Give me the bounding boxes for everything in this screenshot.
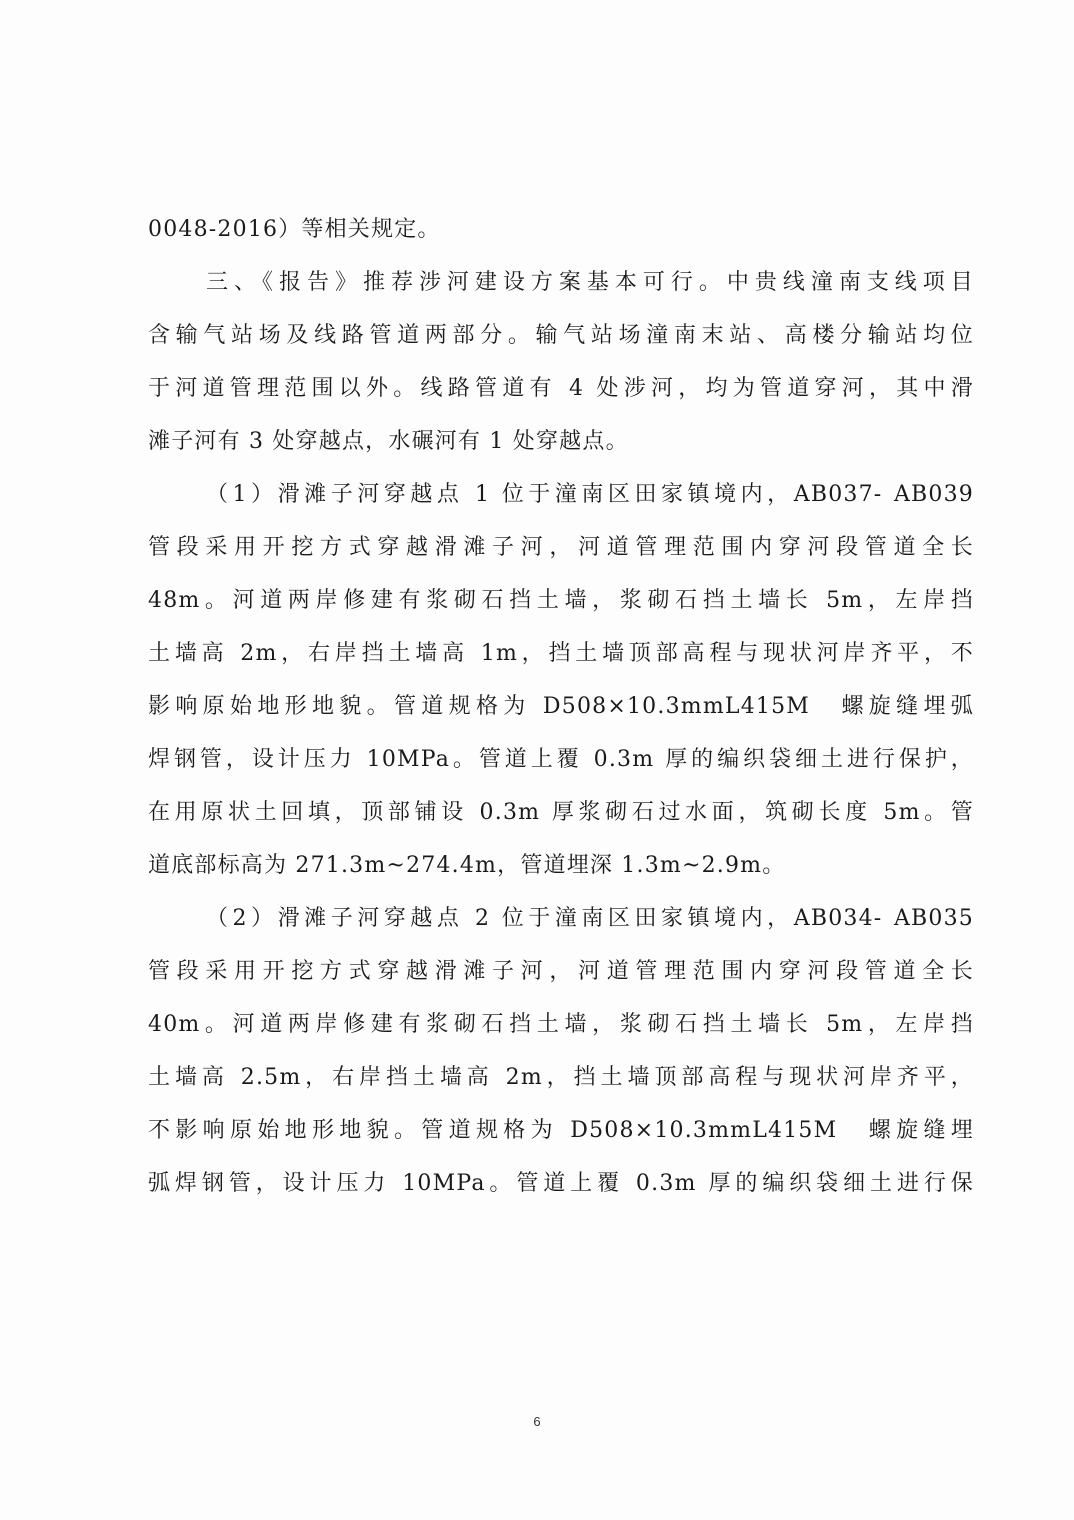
text-line: 48m。河道两岸修建有浆砌石挡土墙，浆砌石挡土墙长 5m，左岸挡 [148, 588, 974, 613]
text-line: （2）滑滩子河穿越点 2 位于潼南区田家镇境内，AB034- AB035 [206, 906, 974, 931]
text-line: 三、《报告》推荐涉河建设方案基本可行。中贵线潼南支线项目 [206, 270, 974, 295]
text-line: 土墙高 2.5m，右岸挡土墙高 2m，挡土墙顶部高程与现状河岸齐平， [148, 1065, 974, 1090]
text-line: 含输气站场及线路管道两部分。输气站场潼南末站、高楼分输站均位 [148, 323, 974, 348]
text-line: （1）滑滩子河穿越点 1 位于潼南区田家镇境内，AB037- AB039 [206, 482, 974, 507]
page-number: 6 [533, 1414, 541, 1429]
text-line: 管段采用开挖方式穿越滑滩子河，河道管理范围内穿河段管道全长 [148, 535, 974, 560]
text-line: 影响原始地形地貌。管道规格为 D508×10.3mmL415M 螺旋缝埋弧 [148, 694, 974, 719]
text-line: 土墙高 2m，右岸挡土墙高 1m，挡土墙顶部高程与现状河岸齐平，不 [148, 641, 974, 666]
text-line: 于河道管理范围以外。线路管道有 4 处涉河，均为管道穿河，其中滑 [148, 376, 974, 401]
text-line: 不影响原始地形地貌。管道规格为 D508×10.3mmL415M 螺旋缝埋 [148, 1118, 974, 1143]
text-line: 弧焊钢管，设计压力 10MPa。管道上覆 0.3m 厚的编织袋细土进行保 [148, 1171, 974, 1196]
text-line: 0048-2016）等相关规定。 [148, 217, 441, 242]
text-line: 焊钢管，设计压力 10MPa。管道上覆 0.3m 厚的编织袋细土进行保护， [148, 747, 974, 772]
document-body [148, 207, 974, 1214]
text-line: 在用原状土回填，顶部铺设 0.3m 厚浆砌石过水面，筑砌长度 5m。管 [148, 800, 974, 825]
text-line: 管段采用开挖方式穿越滑滩子河，河道管理范围内穿河段管道全长 [148, 959, 974, 984]
text-line: 40m。河道两岸修建有浆砌石挡土墙，浆砌石挡土墙长 5m，左岸挡 [148, 1012, 974, 1037]
text-line: 滩子河有 3 处穿越点，水碾河有 1 处穿越点。 [148, 429, 629, 454]
text-line: 道底部标高为 271.3m~274.4m，管道埋深 1.3m~2.9m。 [148, 853, 786, 878]
